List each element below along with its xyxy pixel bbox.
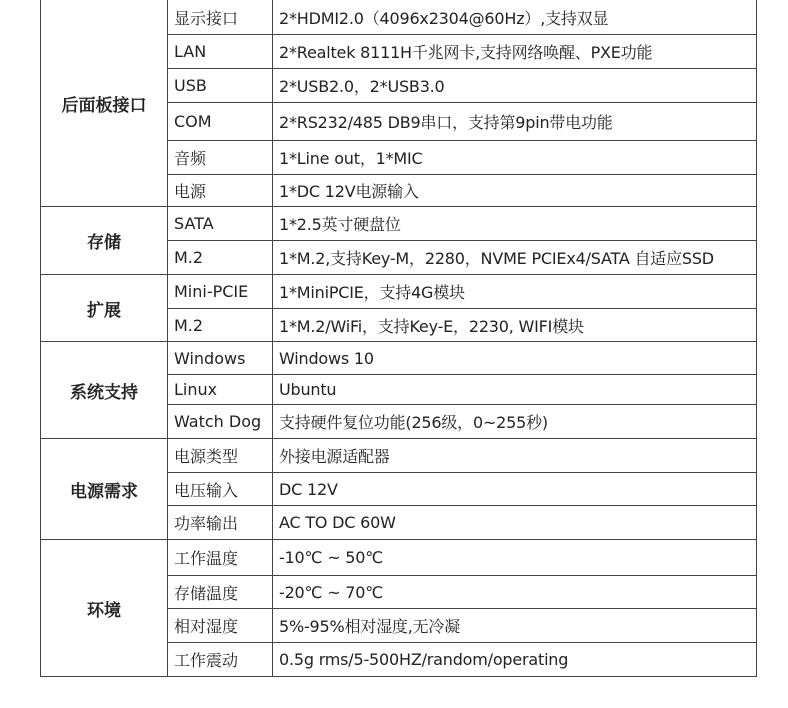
spec-value-cell: 2*USB2.0，2*USB3.0 [273, 69, 757, 103]
spec-key-cell: COM [168, 103, 273, 141]
spec-value-cell: 1*DC 12V电源输入 [273, 175, 757, 207]
spec-key-cell: Linux [168, 375, 273, 405]
spec-key-cell: 电源 [168, 175, 273, 207]
spec-value-cell: AC TO DC 60W [273, 506, 757, 540]
spec-key-cell: 电源类型 [168, 439, 273, 473]
category-cell: 扩展 [41, 275, 168, 342]
spec-value-cell: 外接电源适配器 [273, 439, 757, 473]
spec-key-cell: Mini-PCIE [168, 275, 273, 309]
spec-value-cell: 2*Realtek 8111H千兆网卡,支持网络唤醒、PXE功能 [273, 35, 757, 69]
spec-table [40, 0, 757, 677]
spec-value-cell: 1*2.5英寸硬盘位 [273, 207, 757, 241]
category-cell: 电源需求 [41, 439, 168, 540]
spec-value-cell: 0.5g rms/5-500HZ/random/operating [273, 643, 757, 677]
table-row [41, 439, 757, 473]
spec-key-cell: SATA [168, 207, 273, 241]
spec-key-cell: 音频 [168, 141, 273, 175]
spec-key-cell: LAN [168, 35, 273, 69]
spec-key-cell: USB [168, 69, 273, 103]
spec-key-cell: Windows [168, 342, 273, 375]
spec-key-cell: 相对湿度 [168, 609, 273, 643]
category-cell: 环境 [41, 540, 168, 677]
spec-value-cell: 支持硬件复位功能(256级，0~255秒) [273, 405, 757, 439]
table-row [41, 0, 757, 35]
table-row [41, 540, 757, 576]
spec-value-cell: 2*RS232/485 DB9串口，支持第9pin带电功能 [273, 103, 757, 141]
spec-key-cell: M.2 [168, 309, 273, 342]
spec-key-cell: Watch Dog [168, 405, 273, 439]
spec-value-cell: 2*HDMI2.0（4096x2304@60Hz）,支持双显 [273, 0, 757, 35]
table-row [41, 342, 757, 375]
spec-value-cell: Ubuntu [273, 375, 757, 405]
spec-value-cell: 1*M.2/WiFi，支持Key-E，2230, WIFI模块 [273, 309, 757, 342]
spec-value-cell: -20℃ ~ 70℃ [273, 576, 757, 609]
table-row [41, 207, 757, 241]
spec-key-cell: 电压输入 [168, 473, 273, 506]
category-cell: 存储 [41, 207, 168, 275]
spec-value-cell: 1*MiniPCIE，支持4G模块 [273, 275, 757, 309]
spec-key-cell: 功率输出 [168, 506, 273, 540]
spec-value-cell: -10℃ ~ 50℃ [273, 540, 757, 576]
spec-table-body [41, 0, 757, 677]
spec-key-cell: 显示接口 [168, 0, 273, 35]
category-cell: 系统支持 [41, 342, 168, 439]
spec-key-cell: M.2 [168, 241, 273, 275]
spec-key-cell: 工作温度 [168, 540, 273, 576]
spec-value-cell: 5%-95%相对湿度,无冷凝 [273, 609, 757, 643]
spec-key-cell: 存储温度 [168, 576, 273, 609]
category-cell: 后面板接口 [41, 0, 168, 207]
spec-value-cell: 1*Line out，1*MIC [273, 141, 757, 175]
spec-key-cell: 工作震动 [168, 643, 273, 677]
spec-value-cell: 1*M.2,支持Key-M，2280，NVME PCIEx4/SATA 自适应SSD [273, 241, 757, 275]
table-row [41, 275, 757, 309]
spec-value-cell: Windows 10 [273, 342, 757, 375]
spec-value-cell: DC 12V [273, 473, 757, 506]
